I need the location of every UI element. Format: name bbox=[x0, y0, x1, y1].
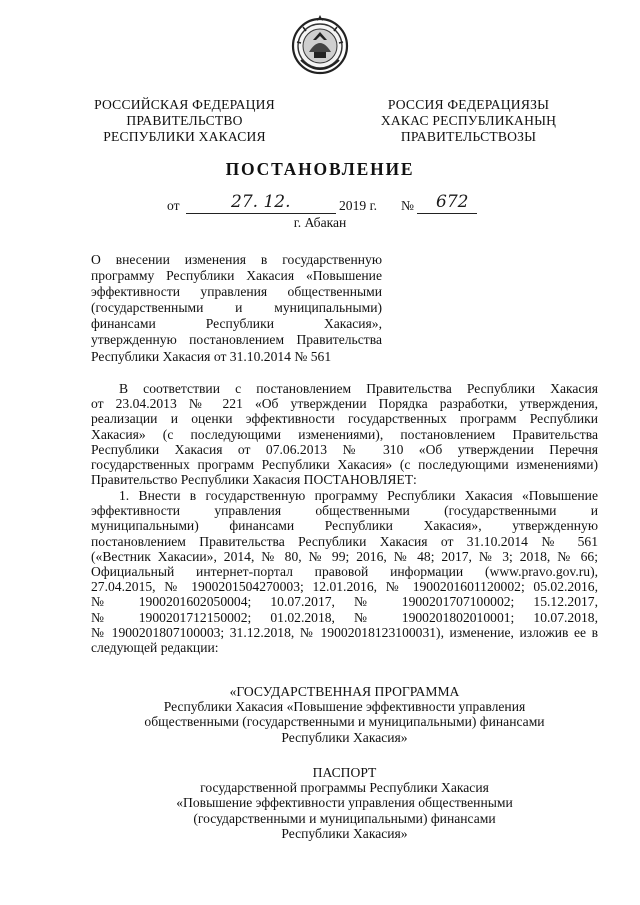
passport-line: «Повышение эффективности управления общественными bbox=[176, 795, 513, 811]
handwritten-number: 672 bbox=[436, 192, 469, 212]
item-1-line: постановлением Правительства Республики Хакасия от 31.10.2014 № 561 bbox=[91, 533, 598, 549]
preamble-line: государственных программ Республики Хакасия» (с последующими изменениями) bbox=[91, 457, 598, 473]
passport-line: Республики Хакасия» bbox=[281, 825, 408, 841]
preamble-line: Правительство Республики Хакасия ПОСТАНОВЛЯЕТ: bbox=[91, 472, 417, 488]
program-title-line: «ГОСУДАРСТВЕННАЯ ПРОГРАММА bbox=[229, 684, 460, 699]
item-1-line: следующей редакции: bbox=[91, 640, 219, 656]
item-1-line: муниципальными) финансами Республики Хакасия», утвержденную bbox=[91, 518, 598, 534]
header-right-line-2: ХАКАС РЕСПУБЛИКАНЫҢ bbox=[380, 113, 557, 128]
header-right-line-3: ПРАВИТЕЛЬСТВОЗЫ bbox=[400, 129, 537, 144]
document-subject bbox=[91, 252, 382, 365]
item-1-line: № 1900201712150002; 01.02.2018, № 1900201802010001; 10.07.2018, bbox=[91, 609, 598, 625]
program-title-block bbox=[91, 684, 598, 745]
subject-line: программу Республики Хакасия «Повышение bbox=[91, 268, 382, 284]
subject-line: О внесении изменения в государственную bbox=[91, 252, 382, 267]
subject-line: утвержденную постановлением Правительства bbox=[91, 332, 382, 348]
header-right-block bbox=[346, 97, 591, 145]
item-1-line: Официальный интернет-портал правовой информации (www.pravo.gov.ru), bbox=[91, 564, 598, 580]
subject-line: (государственными и муниципальными) bbox=[91, 300, 382, 316]
number-label: № bbox=[401, 198, 414, 213]
passport-block bbox=[91, 765, 598, 841]
number-underline bbox=[417, 213, 477, 214]
coat-of-arms-emblem bbox=[289, 12, 351, 78]
item-1-line: № 1900201807100003; 31.12.2018, № 19002018123100031), изменение, изложив ее в bbox=[91, 624, 598, 640]
item-1-line: 1. Внести в государственную программу Республики Хакасия «Повышение bbox=[119, 488, 598, 503]
subject-line: Республики Хакасия от 31.10.2014 № 561 bbox=[91, 348, 332, 364]
program-title-line: Республики Хакасия «Повышение эффективности управления bbox=[163, 699, 526, 715]
document-city: г. Абакан bbox=[293, 215, 347, 230]
subject-line: эффективности управления общественными bbox=[91, 284, 382, 300]
header-left-block bbox=[62, 97, 307, 145]
item-1-line: № 1900201602050004; 10.07.2017, № 1900201707100002; 15.12.2017, bbox=[91, 594, 598, 610]
item-1-paragraph bbox=[91, 488, 598, 655]
preamble-paragraph bbox=[91, 381, 598, 487]
preamble-line: Республики Хакасия от 07.06.2013 № 310 «Об утверждении Перечня bbox=[91, 441, 598, 457]
date-line bbox=[0, 192, 640, 217]
item-1-line: эффективности управления общественными (государственными и bbox=[91, 503, 598, 519]
document-title: ПОСТАНОВЛЕНИЕ bbox=[225, 159, 415, 179]
passport-line: государственной программы Республики Хакасия bbox=[200, 780, 489, 796]
program-title-line: Республики Хакасия» bbox=[281, 729, 408, 745]
preamble-line: от 23.04.2013 № 221 «Об утверждении Порядка разработки, утверждения, bbox=[91, 396, 598, 412]
subject-line: финансами Республики Хакасия», bbox=[91, 316, 382, 332]
item-1-line: 27.04.2015, № 1900201504270003; 12.01.2016, № 1900201601120002; 05.02.2016, bbox=[91, 579, 598, 595]
program-title-line: общественными (государственными и муниципальными) финансами bbox=[144, 714, 545, 730]
preamble-line: В соответствии с постановлением Правительства Республики Хакасия bbox=[119, 381, 598, 396]
header-right-line-1: РОССИЯ ФЕДЕРАЦИЯЗЫ bbox=[387, 97, 550, 112]
header-left-line-3: РЕСПУБЛИКИ ХАКАСИЯ bbox=[103, 129, 266, 144]
header-left-line-1: РОССИЙСКАЯ ФЕДЕРАЦИЯ bbox=[94, 97, 275, 112]
date-underline bbox=[186, 213, 336, 214]
date-from-label: от bbox=[167, 198, 180, 213]
header-left-line-2: ПРАВИТЕЛЬСТВО bbox=[126, 113, 243, 128]
item-1-line: («Вестник Хакасии», 2014, № 80, № 99; 2016, № 48; 2017, № 3; 2018, № 66; bbox=[91, 548, 598, 564]
passport-line: (государственными и муниципальными) финансами bbox=[193, 810, 496, 826]
handwritten-date: 27. 12. bbox=[231, 192, 291, 212]
preamble-line: реализации и оценки эффективности государственных программ Республики bbox=[91, 411, 598, 427]
preamble-line: Хакасия» (с последующими изменениями), постановлением Правительства bbox=[91, 426, 598, 442]
passport-heading: ПАСПОРТ bbox=[312, 765, 377, 780]
date-year: 2019 г. bbox=[339, 198, 378, 213]
